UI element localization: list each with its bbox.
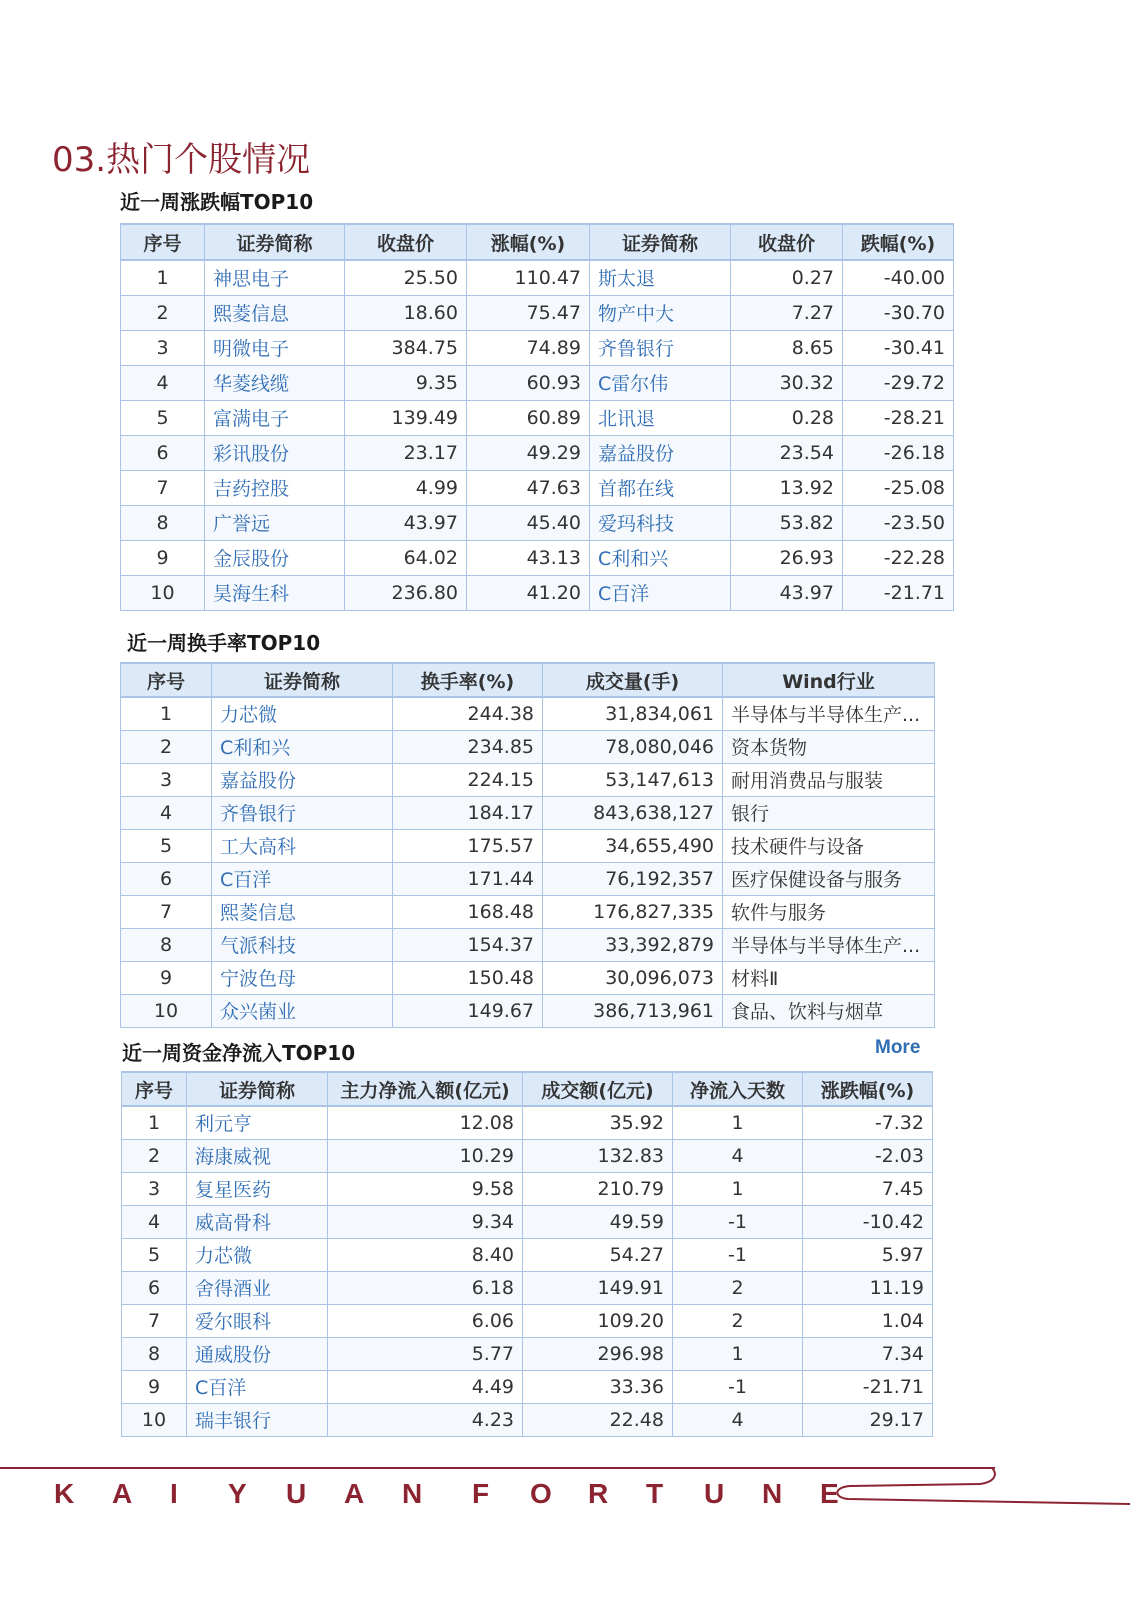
table-cell: 149.91 — [523, 1271, 673, 1304]
table-cell: 9 — [121, 961, 212, 994]
table-cell: -7.32 — [803, 1106, 933, 1139]
table-cell: 1 — [121, 697, 212, 730]
table-cell: 12.08 — [328, 1106, 523, 1139]
stock-name-link[interactable]: 熙菱信息 — [205, 295, 345, 330]
table-cell: 9.58 — [328, 1172, 523, 1205]
table-cell: 7 — [122, 1304, 187, 1337]
table-row — [121, 796, 935, 829]
stock-name-link[interactable]: 吉药控股 — [205, 470, 345, 505]
brand-letter: K — [54, 1478, 75, 1509]
stock-name-link[interactable]: 齐鲁银行 — [212, 796, 393, 829]
stock-name-link[interactable]: 昊海生科 — [205, 575, 345, 610]
table-cell: 13.92 — [731, 470, 843, 505]
table-cell: 7.45 — [803, 1172, 933, 1205]
table-cell: 1 — [673, 1106, 803, 1139]
stock-name-link[interactable]: 华菱线缆 — [205, 365, 345, 400]
stock-name-link[interactable]: 瑞丰银行 — [187, 1403, 328, 1436]
table-cell: 74.89 — [467, 330, 590, 365]
table-cell: 1 — [673, 1172, 803, 1205]
table-cell: -1 — [673, 1238, 803, 1271]
stock-name-link[interactable]: 神思电子 — [205, 260, 345, 295]
stock-name-link[interactable]: 力芯微 — [212, 697, 393, 730]
table-row — [121, 928, 935, 961]
stock-name-link[interactable]: 海康威视 — [187, 1139, 328, 1172]
stock-name-link[interactable]: 北讯退 — [590, 400, 731, 435]
table-cell: -1 — [673, 1205, 803, 1238]
table-cell: 6 — [122, 1271, 187, 1304]
table-cell: 半导体与半导体生产... — [723, 928, 935, 961]
more-link[interactable]: More — [875, 1037, 921, 1058]
stock-name-link[interactable]: 嘉益股份 — [590, 435, 731, 470]
table-cell: 26.93 — [731, 540, 843, 575]
stock-name-link[interactable]: 复星医药 — [187, 1172, 328, 1205]
table-cell: 6 — [121, 862, 212, 895]
table-cell: 5.97 — [803, 1238, 933, 1271]
table-cell: -2.03 — [803, 1139, 933, 1172]
table-cell: -26.18 — [843, 435, 954, 470]
table-cell: 银行 — [723, 796, 935, 829]
column-header: 跌幅(%) — [843, 224, 954, 260]
table-row — [121, 862, 935, 895]
table-cell: 4.49 — [328, 1370, 523, 1403]
table-cell: 23.54 — [731, 435, 843, 470]
table-row — [121, 763, 935, 796]
table-cell: 1.04 — [803, 1304, 933, 1337]
table-row — [122, 1271, 933, 1304]
table-cell: 10 — [122, 1403, 187, 1436]
table-row — [121, 961, 935, 994]
turnover-table — [120, 662, 935, 1028]
table-row — [121, 260, 954, 295]
stock-name-link[interactable]: 工大高科 — [212, 829, 393, 862]
table-cell: 6.06 — [328, 1304, 523, 1337]
table-cell: 176,827,335 — [543, 895, 723, 928]
table-cell: 30.32 — [731, 365, 843, 400]
brand-letter: N — [762, 1478, 783, 1509]
table-cell: -10.42 — [803, 1205, 933, 1238]
table-cell: 224.15 — [393, 763, 543, 796]
stock-name-link[interactable]: 首都在线 — [590, 470, 731, 505]
stock-name-link[interactable]: 威高骨科 — [187, 1205, 328, 1238]
table-row — [122, 1403, 933, 1436]
table-cell: 33.36 — [523, 1370, 673, 1403]
column-header: 成交量(手) — [543, 663, 723, 697]
table-cell: 4.99 — [345, 470, 467, 505]
table-cell: 2 — [673, 1271, 803, 1304]
table-cell: 4 — [121, 365, 205, 400]
table-cell: 6 — [121, 435, 205, 470]
stock-name-link[interactable]: 金辰股份 — [205, 540, 345, 575]
column-header: 涨幅(%) — [467, 224, 590, 260]
table-cell: 1 — [122, 1106, 187, 1139]
table-cell: 150.48 — [393, 961, 543, 994]
table-cell: 8 — [121, 928, 212, 961]
table-cell: 8 — [121, 505, 205, 540]
table-row — [122, 1106, 933, 1139]
table-cell: 60.89 — [467, 400, 590, 435]
table-cell: 医疗保健设备与服务 — [723, 862, 935, 895]
table-cell: -29.72 — [843, 365, 954, 400]
column-header: 序号 — [121, 224, 205, 260]
net-inflow-title: 近一周资金净流入TOP10 — [122, 1041, 356, 1065]
table-cell: 43.97 — [731, 575, 843, 610]
table-cell: 半导体与半导体生产... — [723, 697, 935, 730]
column-header: 序号 — [121, 663, 212, 697]
table-row — [121, 697, 935, 730]
table-cell: 843,638,127 — [543, 796, 723, 829]
table-cell: 2 — [122, 1139, 187, 1172]
table-cell: 0.27 — [731, 260, 843, 295]
column-header: 证券简称 — [212, 663, 393, 697]
brand-letter: A — [112, 1478, 133, 1509]
table-cell: 33,392,879 — [543, 928, 723, 961]
brand-letter: U — [704, 1478, 725, 1509]
stock-name-link[interactable]: 众兴菌业 — [212, 994, 393, 1027]
stock-name-link[interactable]: 舍得酒业 — [187, 1271, 328, 1304]
table-cell: 139.49 — [345, 400, 467, 435]
brand-letter: R — [588, 1478, 609, 1509]
table-row — [121, 540, 954, 575]
table-cell: 35.92 — [523, 1106, 673, 1139]
table-cell: 25.50 — [345, 260, 467, 295]
table-row — [121, 895, 935, 928]
table-cell: 软件与服务 — [723, 895, 935, 928]
table-row — [121, 295, 954, 330]
table-cell: 76,192,357 — [543, 862, 723, 895]
table-cell: 10 — [121, 994, 212, 1027]
table-cell: -30.70 — [843, 295, 954, 330]
table-cell: 34,655,490 — [543, 829, 723, 862]
table-cell: 9.35 — [345, 365, 467, 400]
table-cell: -23.50 — [843, 505, 954, 540]
turnover-title: 近一周换手率TOP10 — [127, 631, 321, 655]
stock-name-link[interactable]: C利和兴 — [212, 730, 393, 763]
table-cell: 4 — [121, 796, 212, 829]
table-cell: 4 — [122, 1205, 187, 1238]
table-cell: 5 — [121, 829, 212, 862]
stock-name-link[interactable]: 利元亨 — [187, 1106, 328, 1139]
table-cell: -21.71 — [803, 1370, 933, 1403]
column-header: 换手率(%) — [393, 663, 543, 697]
table-cell: -30.41 — [843, 330, 954, 365]
table-cell: 53,147,613 — [543, 763, 723, 796]
table-cell: 184.17 — [393, 796, 543, 829]
table-cell: 110.47 — [467, 260, 590, 295]
table-cell: 技术硬件与设备 — [723, 829, 935, 862]
stock-name-link[interactable]: C百洋 — [590, 575, 731, 610]
table-cell: 43.13 — [467, 540, 590, 575]
table-row — [122, 1304, 933, 1337]
table-cell: 1 — [121, 260, 205, 295]
table-cell: 60.93 — [467, 365, 590, 400]
stock-name-link[interactable]: 气派科技 — [212, 928, 393, 961]
table-cell: 64.02 — [345, 540, 467, 575]
table-cell: 78,080,046 — [543, 730, 723, 763]
table-cell: 53.82 — [731, 505, 843, 540]
table-cell: 材料Ⅱ — [723, 961, 935, 994]
table-row — [121, 400, 954, 435]
page-title: 03.热门个股情况 — [52, 140, 311, 180]
column-header: 收盘价 — [345, 224, 467, 260]
table-cell: 8.40 — [328, 1238, 523, 1271]
table-cell: 资本货物 — [723, 730, 935, 763]
table-cell: 296.98 — [523, 1337, 673, 1370]
stock-name-link[interactable]: 彩讯股份 — [205, 435, 345, 470]
footer-swoosh-icon — [830, 1464, 1130, 1514]
table-cell: 4 — [673, 1139, 803, 1172]
table-row — [121, 730, 935, 763]
stock-name-link[interactable]: 嘉益股份 — [212, 763, 393, 796]
column-header: 收盘价 — [731, 224, 843, 260]
table-cell: 175.57 — [393, 829, 543, 862]
stock-name-link[interactable]: C雷尔伟 — [590, 365, 731, 400]
table-cell: 6.18 — [328, 1271, 523, 1304]
table-cell: -21.71 — [843, 575, 954, 610]
table-cell: 154.37 — [393, 928, 543, 961]
table-cell: 9.34 — [328, 1205, 523, 1238]
column-header: 净流入天数 — [673, 1072, 803, 1106]
table-cell: -28.21 — [843, 400, 954, 435]
brand-letter: E — [820, 1478, 839, 1509]
column-header: 证券简称 — [187, 1072, 328, 1106]
table-cell: 18.60 — [345, 295, 467, 330]
table-cell: 9 — [122, 1370, 187, 1403]
table-cell: 4 — [673, 1403, 803, 1436]
stock-name-link[interactable]: 齐鲁银行 — [590, 330, 731, 365]
stock-name-link[interactable]: 力芯微 — [187, 1238, 328, 1271]
table-cell: 168.48 — [393, 895, 543, 928]
brand-letter: T — [646, 1478, 664, 1509]
table-cell: 4.23 — [328, 1403, 523, 1436]
table-cell: -22.28 — [843, 540, 954, 575]
table-cell: 食品、饮料与烟草 — [723, 994, 935, 1027]
table-cell: 8.65 — [731, 330, 843, 365]
table-cell: 2 — [121, 295, 205, 330]
table-cell: 43.97 — [345, 505, 467, 540]
table-row — [121, 829, 935, 862]
table-cell: 8 — [122, 1337, 187, 1370]
column-header: 证券简称 — [205, 224, 345, 260]
table-row — [122, 1370, 933, 1403]
table-cell: 7.34 — [803, 1337, 933, 1370]
table-cell: 10.29 — [328, 1139, 523, 1172]
table-cell: 49.59 — [523, 1205, 673, 1238]
brand-letter: Y — [228, 1478, 247, 1509]
column-header: Wind行业 — [723, 663, 935, 697]
table-cell: 10 — [121, 575, 205, 610]
gainers-losers-table — [120, 223, 954, 611]
table-cell: -40.00 — [843, 260, 954, 295]
table-row — [121, 330, 954, 365]
column-header: 成交额(亿元) — [523, 1072, 673, 1106]
brand-letter: I — [170, 1478, 178, 1509]
table-cell: 3 — [121, 330, 205, 365]
table-row — [122, 1337, 933, 1370]
table-cell: 41.20 — [467, 575, 590, 610]
table-header-row — [121, 224, 954, 260]
table-cell: 11.19 — [803, 1271, 933, 1304]
stock-name-link[interactable]: 斯太退 — [590, 260, 731, 295]
table-cell: 244.38 — [393, 697, 543, 730]
table-cell: 耐用消费品与服装 — [723, 763, 935, 796]
brand-letter: U — [286, 1478, 307, 1509]
table-cell: 384.75 — [345, 330, 467, 365]
table-cell: 23.17 — [345, 435, 467, 470]
stock-name-link[interactable]: 爱玛科技 — [590, 505, 731, 540]
table-cell: 171.44 — [393, 862, 543, 895]
table-row — [121, 435, 954, 470]
table-cell: 2 — [673, 1304, 803, 1337]
stock-name-link[interactable]: 广誉远 — [205, 505, 345, 540]
table-cell: 31,834,061 — [543, 697, 723, 730]
table-cell: 132.83 — [523, 1139, 673, 1172]
table-row — [122, 1139, 933, 1172]
table-row — [121, 575, 954, 610]
stock-name-link[interactable]: C利和兴 — [590, 540, 731, 575]
table-cell: 2 — [121, 730, 212, 763]
stock-name-link[interactable]: 明微电子 — [205, 330, 345, 365]
table-header-row — [121, 663, 935, 697]
table-cell: 149.67 — [393, 994, 543, 1027]
stock-name-link[interactable]: C百洋 — [212, 862, 393, 895]
table-cell: 9 — [121, 540, 205, 575]
table-cell: 3 — [121, 763, 212, 796]
table-cell: 29.17 — [803, 1403, 933, 1436]
table-cell: 210.79 — [523, 1172, 673, 1205]
table-cell: 5 — [122, 1238, 187, 1271]
table-cell: 1 — [673, 1337, 803, 1370]
gainers-losers-title: 近一周涨跌幅TOP10 — [120, 190, 314, 214]
table-cell: -1 — [673, 1370, 803, 1403]
column-header: 主力净流入额(亿元) — [328, 1072, 523, 1106]
stock-name-link[interactable]: 爱尔眼科 — [187, 1304, 328, 1337]
table-cell: 109.20 — [523, 1304, 673, 1337]
column-header: 涨跌幅(%) — [803, 1072, 933, 1106]
table-cell: 7 — [121, 470, 205, 505]
table-cell: -25.08 — [843, 470, 954, 505]
net-inflow-table — [121, 1071, 933, 1437]
stock-name-link[interactable]: 宁波色母 — [212, 961, 393, 994]
table-cell: 30,096,073 — [543, 961, 723, 994]
table-cell: 5.77 — [328, 1337, 523, 1370]
table-cell: 3 — [122, 1172, 187, 1205]
table-cell: 45.40 — [467, 505, 590, 540]
table-row — [121, 505, 954, 540]
table-cell: 7 — [121, 895, 212, 928]
table-row — [121, 470, 954, 505]
column-header: 证券简称 — [590, 224, 731, 260]
brand-letter: N — [402, 1478, 423, 1509]
stock-name-link[interactable]: C百洋 — [187, 1370, 328, 1403]
table-cell: 75.47 — [467, 295, 590, 330]
table-cell: 234.85 — [393, 730, 543, 763]
stock-name-link[interactable]: 物产中大 — [590, 295, 731, 330]
brand-letter: A — [344, 1478, 365, 1509]
table-cell: 236.80 — [345, 575, 467, 610]
brand-letter: F — [472, 1478, 490, 1509]
table-cell: 22.48 — [523, 1403, 673, 1436]
table-row — [122, 1205, 933, 1238]
table-cell: 0.28 — [731, 400, 843, 435]
table-cell: 7.27 — [731, 295, 843, 330]
table-row — [122, 1172, 933, 1205]
table-row — [121, 365, 954, 400]
brand-letter: O — [530, 1478, 552, 1509]
table-header-row — [122, 1072, 933, 1106]
table-cell: 5 — [121, 400, 205, 435]
table-row — [121, 994, 935, 1027]
table-cell: 49.29 — [467, 435, 590, 470]
table-cell: 386,713,961 — [543, 994, 723, 1027]
table-cell: 54.27 — [523, 1238, 673, 1271]
table-row — [122, 1238, 933, 1271]
stock-name-link[interactable]: 富满电子 — [205, 400, 345, 435]
stock-name-link[interactable]: 通威股份 — [187, 1337, 328, 1370]
stock-name-link[interactable]: 熙菱信息 — [212, 895, 393, 928]
column-header: 序号 — [122, 1072, 187, 1106]
table-cell: 47.63 — [467, 470, 590, 505]
